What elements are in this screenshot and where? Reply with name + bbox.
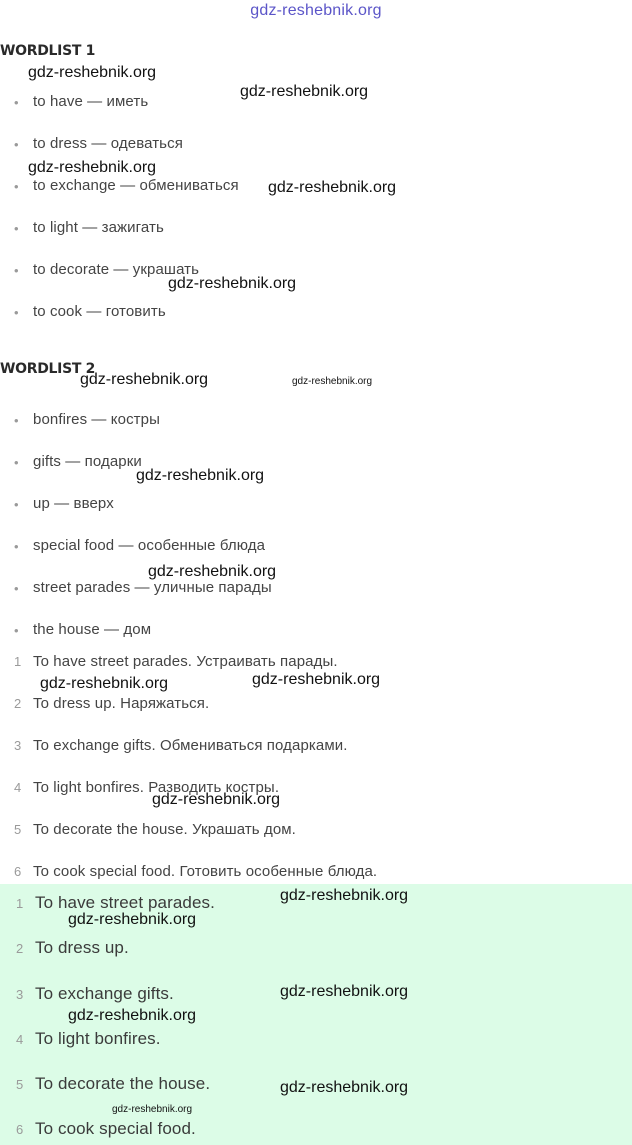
site-header-link[interactable]: gdz-reshebnik.org xyxy=(250,2,382,19)
answer-item: To cook special food. xyxy=(35,1119,196,1138)
bullet-icon: • xyxy=(14,179,19,194)
watermark: gdz-reshebnik.org xyxy=(68,911,197,928)
answer-number: 3 xyxy=(16,987,24,1002)
bullet-icon: • xyxy=(14,497,19,512)
watermark: gdz-reshebnik.org xyxy=(280,1079,409,1096)
answer-number: 1 xyxy=(16,896,24,911)
wordlist-2-item: bonfires — костры xyxy=(33,411,160,428)
answer-number: 5 xyxy=(16,1077,24,1092)
bullet-icon: • xyxy=(14,263,19,278)
answer-item: To dress up. xyxy=(35,938,129,957)
watermark: gdz-reshebnik.org xyxy=(240,83,369,100)
watermark: gdz-reshebnik.org xyxy=(148,563,277,580)
wordlist-1-item: to cook — готовить xyxy=(33,303,166,320)
answer-number: 6 xyxy=(16,1122,24,1137)
bullet-icon: • xyxy=(14,305,19,320)
translation-item: To dress up. Наряжаться. xyxy=(33,695,210,712)
watermark: gdz-reshebnik.org xyxy=(112,1104,193,1115)
bullet-icon: • xyxy=(14,581,19,596)
bullet-icon: • xyxy=(14,413,19,428)
wordlist-1-item: to decorate — украшать xyxy=(33,261,200,278)
translation-item: To light bonfires. Разводить костры. xyxy=(33,779,280,796)
watermark: gdz-reshebnik.org xyxy=(152,791,281,808)
bullet-icon: • xyxy=(14,623,19,638)
translation-item: To decorate the house. Украшать дом. xyxy=(33,821,296,838)
watermark: gdz-reshebnik.org xyxy=(28,64,157,81)
translation-item: To cook special food. Готовить особенные блюда. xyxy=(33,863,378,880)
wordlist-1-item: to have — иметь xyxy=(33,93,149,110)
translation-item: To have street parades. Устраивать парады. xyxy=(33,653,338,670)
wordlist-2-heading: WORDLIST 2 xyxy=(0,361,96,377)
bullet-icon: • xyxy=(14,221,19,236)
bullet-icon: • xyxy=(14,539,19,554)
answer-number: 4 xyxy=(16,1032,24,1047)
list-number: 5 xyxy=(14,822,22,837)
list-number: 1 xyxy=(14,654,22,669)
wordlist-2-item: gifts — подарки xyxy=(33,453,142,470)
translation-item: To exchange gifts. Обмениваться подарками. xyxy=(33,737,348,754)
answer-item: To exchange gifts. xyxy=(35,984,174,1003)
watermark: gdz-reshebnik.org xyxy=(168,275,297,292)
wordlist-1-item: to light — зажигать xyxy=(33,219,164,236)
bullet-icon: • xyxy=(14,95,19,110)
answer-item: To light bonfires. xyxy=(35,1029,161,1048)
wordlist-2-item: street parades — уличные парады xyxy=(33,579,272,596)
list-number: 4 xyxy=(14,780,22,795)
watermark: gdz-reshebnik.org xyxy=(40,675,169,692)
answer-item: To decorate the house. xyxy=(35,1074,211,1093)
watermark: gdz-reshebnik.org xyxy=(80,371,209,388)
answer-number: 2 xyxy=(16,941,24,956)
watermark: gdz-reshebnik.org xyxy=(280,983,409,1000)
watermark: gdz-reshebnik.org xyxy=(68,1007,197,1024)
bullet-icon: • xyxy=(14,455,19,470)
wordlist-2-item: the house — дом xyxy=(33,621,152,638)
answer-item: To have street parades. xyxy=(35,893,215,912)
wordlist-1-item: to exchange — обмениваться xyxy=(33,177,239,194)
list-number: 6 xyxy=(14,864,22,879)
watermark: gdz-reshebnik.org xyxy=(280,887,409,904)
watermark: gdz-reshebnik.org xyxy=(252,671,381,688)
wordlist-1-item: to dress — одеваться xyxy=(33,135,183,152)
watermark: gdz-reshebnik.org xyxy=(268,179,397,196)
wordlist-1-heading: WORDLIST 1 xyxy=(0,43,96,59)
list-number: 2 xyxy=(14,696,22,711)
watermark: gdz-reshebnik.org xyxy=(292,376,373,387)
bullet-icon: • xyxy=(14,137,19,152)
watermark: gdz-reshebnik.org xyxy=(136,467,265,484)
wordlist-2-item: up — вверх xyxy=(33,495,114,512)
list-number: 3 xyxy=(14,738,22,753)
wordlist-2-item: special food — особенные блюда xyxy=(33,537,266,554)
watermark: gdz-reshebnik.org xyxy=(28,159,157,176)
